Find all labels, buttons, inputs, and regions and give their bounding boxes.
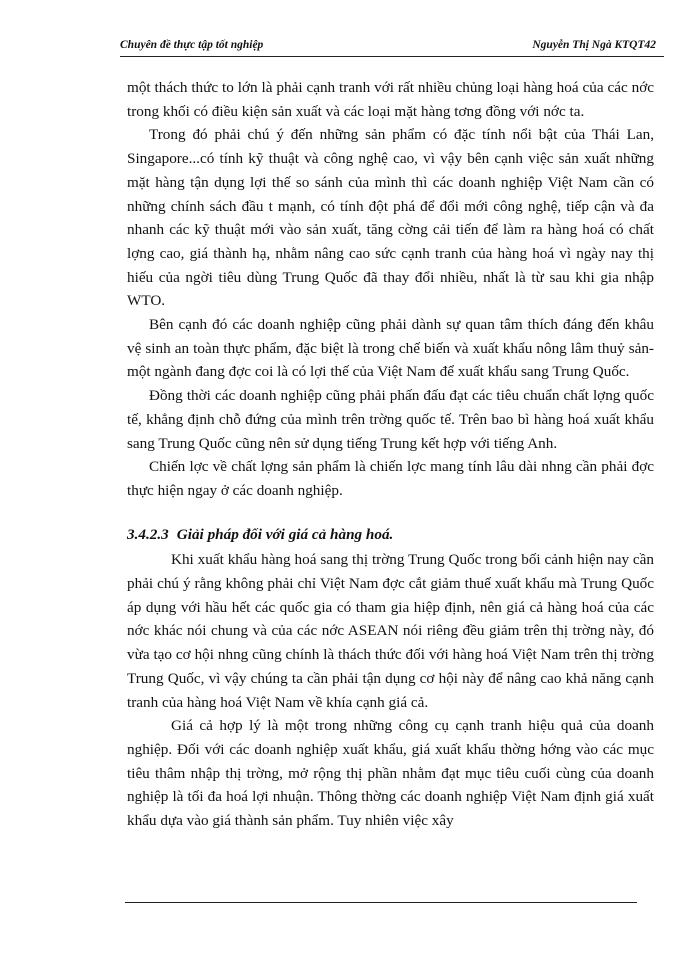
document-body	[127, 76, 654, 833]
paragraph: Bên cạnh đó các doanh nghiệp cũng phải dành sự quan tâm thích đáng đến khâu vệ sinh an toàn thực phẩm, đặc biệt là trong chế biến và xuất khẩu nông lâm thuỷ sản- một ngành đang đợc coi là có lợi thế của Việt Nam để xuất khẩu sang Trung Quốc.	[127, 316, 654, 381]
paragraph: Giá cả hợp lý là một trong những công cụ cạnh tranh hiệu quả của doanh nghiệp. Đối với các doanh nghiệp xuất khẩu, giá xuất khẩu thờng hớng vào các mục tiêu thâm nhập thị trờng, mở rộng thị phần nhằm đạt mục tiêu cuối cùng của doanh nghiệp là tối đa hoá lợi nhuận. Thông thờng các doanh nghiệp Việt Nam định giá xuất khẩu dựa vào giá thành sản phẩm. Tuy nhiên việc xây	[127, 717, 654, 830]
paragraph: Khi xuất khẩu hàng hoá sang thị trờng Trung Quốc trong bối cảnh hiện nay cần phải chú ý rằng không phải chỉ Việt Nam đợc cắt giảm thuế xuất khẩu mà Trung Quốc áp dụng với hầu hết các quốc gia có tham gia hiệp định, nên giá cả hàng hoá của các nớc khác nói chung và của các nớc ASEAN nói riêng đều giảm trên thị trờng này, đó vừa tạo cơ hội nhng cũng chính là thách thức đối với hàng hoá Việt Nam trên thị trờng Trung Quốc, vì vậy chúng ta cần phải tận dụng cơ hội này để nâng cao khả năng cạnh tranh của hàng hoá Việt Nam về khía cạnh giá cả.	[127, 551, 654, 711]
paragraph-continuation: một thách thức to lớn là phải cạnh tranh với rất nhiều chủng loại hàng hoá của các nớc trong khối có điều kiện sản xuất và các loại mặt hàng tơng đồng với nớc ta.	[127, 79, 654, 120]
paragraph: Trong đó phải chú ý đến những sản phẩm có đặc tính nổi bật của Thái Lan, Singapore...có tính kỹ thuật và công nghệ cao, vì vậy bên cạnh việc sản xuất những mặt hàng tận dụng lợi thế so sánh của mình thì các doanh nghiệp Việt Nam cần có những chính sách đầu t mạnh, có tính đột phá để đổi mới công nghệ, tiếp cận và đa nhanh các kỹ thuật mới vào sản xuất, tăng cờng cải tiến để làm ra hàng hoá có chất lợng cao, giá thành hạ, nhằm nâng cao sức cạnh tranh của hàng hoá vì ngày nay thị hiếu của ngời tiêu dùng Trung Quốc đã thay đổi nhiều, nhất là từ sau khi gia nhập WTO.	[127, 126, 654, 310]
section-title: Giải pháp đối với giá cả hàng hoá.	[176, 525, 394, 543]
section-number: 3.4.2.3	[127, 525, 169, 543]
header-author: Nguyễn Thị Ngà KTQT42	[532, 39, 656, 51]
header-thesis-title: Chuyên đề thực tập tốt nghiệp	[120, 39, 264, 51]
paragraph: Chiến lợc về chất lợng sản phẩm là chiến lợc mang tính lâu dài nhng cần phải đợc thực hiện ngay ở các doanh nghiệp.	[127, 458, 654, 499]
paragraph: Đồng thời các doanh nghiệp cũng phải phấn đấu đạt các tiêu chuẩn chất lợng quốc tế, khẳng định chỗ đứng của mình trên trờng quốc tế. Trên bao bì hàng hoá xuất khẩu sang Trung Quốc cũng nên sử dụng tiếng Trung kết hợp với tiếng Anh.	[127, 387, 654, 452]
footer-rule	[125, 902, 637, 903]
section-heading	[127, 523, 654, 547]
page-header	[120, 38, 664, 57]
